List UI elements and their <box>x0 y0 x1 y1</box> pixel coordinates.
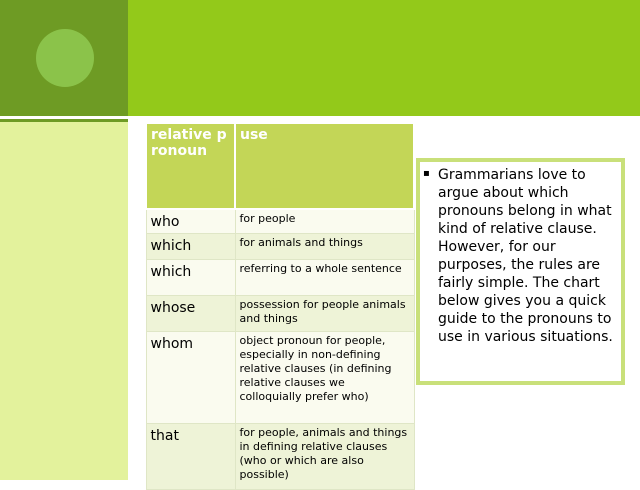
pronoun-cell: which <box>146 234 235 260</box>
pronoun-cell: whose <box>146 296 235 332</box>
note-text: Grammarians love to argue about which pronouns belong in what kind of relative clause. However, for our purposes, the rules are fairly simple. The chart below gives you a quick guide to the pronouns to use in various situations. <box>438 167 613 345</box>
use-cell: referring to a whole sentence <box>235 260 414 296</box>
pronoun-cell: whom <box>146 332 235 424</box>
pronoun-cell: who <box>146 209 235 234</box>
use-cell: for animals and things <box>235 234 414 260</box>
side-bar <box>0 122 128 480</box>
corner-block <box>0 0 128 116</box>
use-cell: object pronoun for people, especially in non-defining relative clauses (in defining relative clauses we colloquially prefer who) <box>235 332 414 424</box>
note-box <box>416 158 625 385</box>
bullet-icon: ▪ <box>423 168 430 179</box>
header-use: use <box>235 123 414 209</box>
use-cell: for people <box>235 209 414 234</box>
use-cell: possession for people animals and things <box>235 296 414 332</box>
use-cell: for people, animals and things in defining relative clauses (who or which are also possible) <box>235 424 414 490</box>
relative-pronoun-table <box>145 122 415 490</box>
table-row <box>146 296 414 332</box>
table-row <box>146 234 414 260</box>
table-row <box>146 332 414 424</box>
table-row <box>146 260 414 296</box>
table-row <box>146 209 414 234</box>
header-relative-pronoun: relative pronoun <box>146 123 235 209</box>
pronoun-cell: that <box>146 424 235 490</box>
circle-decoration <box>36 29 94 87</box>
pronoun-cell: which <box>146 260 235 296</box>
table-header-row <box>146 123 414 209</box>
